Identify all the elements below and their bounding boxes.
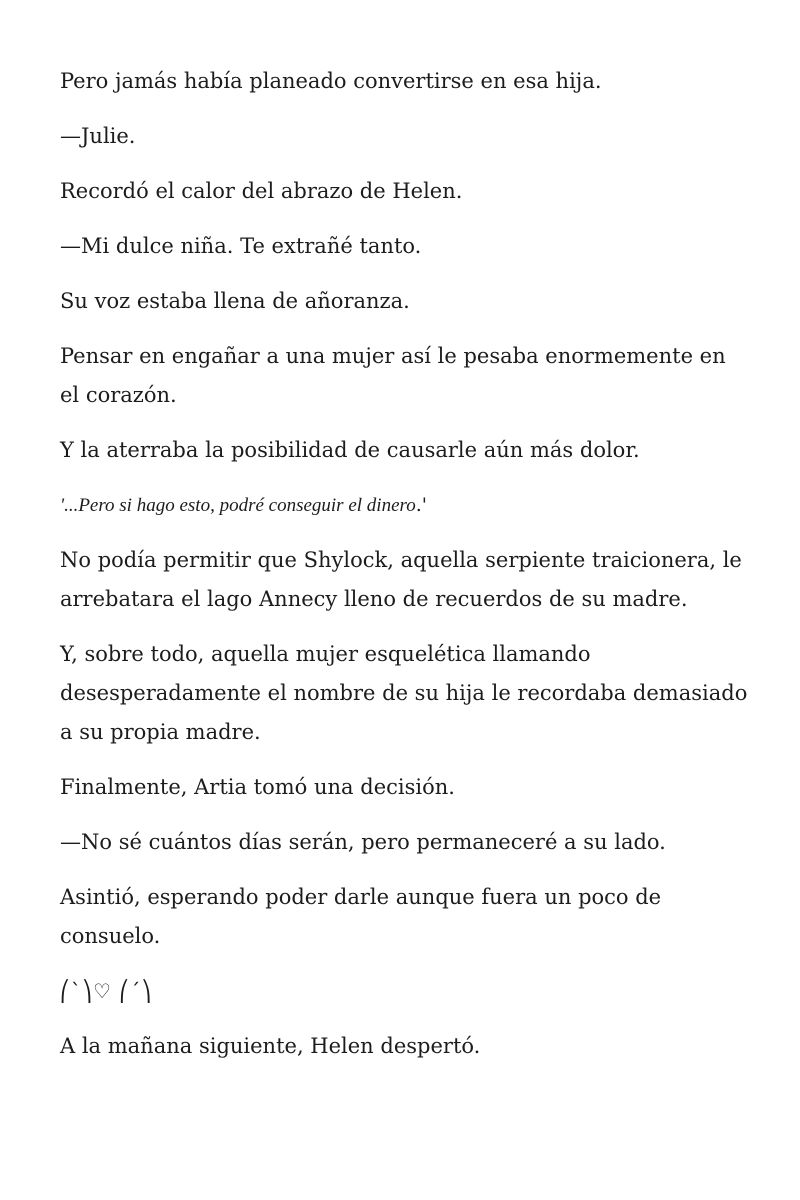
- paragraph: Pero jamás había planeado convertirse en esa hija.: [60, 69, 602, 93]
- inner-thought-text: '...Pero si hago esto, podré conseguir el dinero: [60, 495, 416, 516]
- paragraph: Asintió, esperando poder darle aunque fuera un poco de consuelo.: [60, 885, 662, 948]
- paragraph: Pensar en engañar a una mujer así le pesaba enormemente en el corazón.: [60, 344, 726, 407]
- paragraph: Y la aterraba la posibilidad de causarle aún más dolor.: [60, 438, 640, 462]
- paragraph: Recordó el calor del abrazo de Helen.: [60, 179, 463, 203]
- scene-divider: ⎛`⎞♡ ⎛´⎞: [60, 979, 153, 1003]
- inner-thought: [60, 486, 750, 525]
- paragraph: No podía permitir que Shylock, aquella serpiente traicionera, le arrebatara el lago Annecy lleno de recuerdos de su madre.: [60, 548, 742, 611]
- inner-thought-ending: .': [415, 494, 427, 516]
- paragraph: Finalmente, Artia tomó una decisión.: [60, 775, 455, 799]
- dialogue-line: —Mi dulce niña. Te extrañé tanto.: [60, 234, 422, 258]
- dialogue-line: —No sé cuántos días serán, pero permaneceré a su lado.: [60, 830, 666, 854]
- document-page: [60, 62, 750, 1082]
- dialogue-line: —Julie.: [60, 124, 136, 148]
- paragraph: Su voz estaba llena de añoranza.: [60, 289, 410, 313]
- paragraph: A la mañana siguiente, Helen despertó.: [60, 1034, 481, 1058]
- paragraph: Y, sobre todo, aquella mujer esquelética llamando desesperadamente el nombre de su hija le recordaba demasiado a su propia madre.: [60, 642, 748, 744]
